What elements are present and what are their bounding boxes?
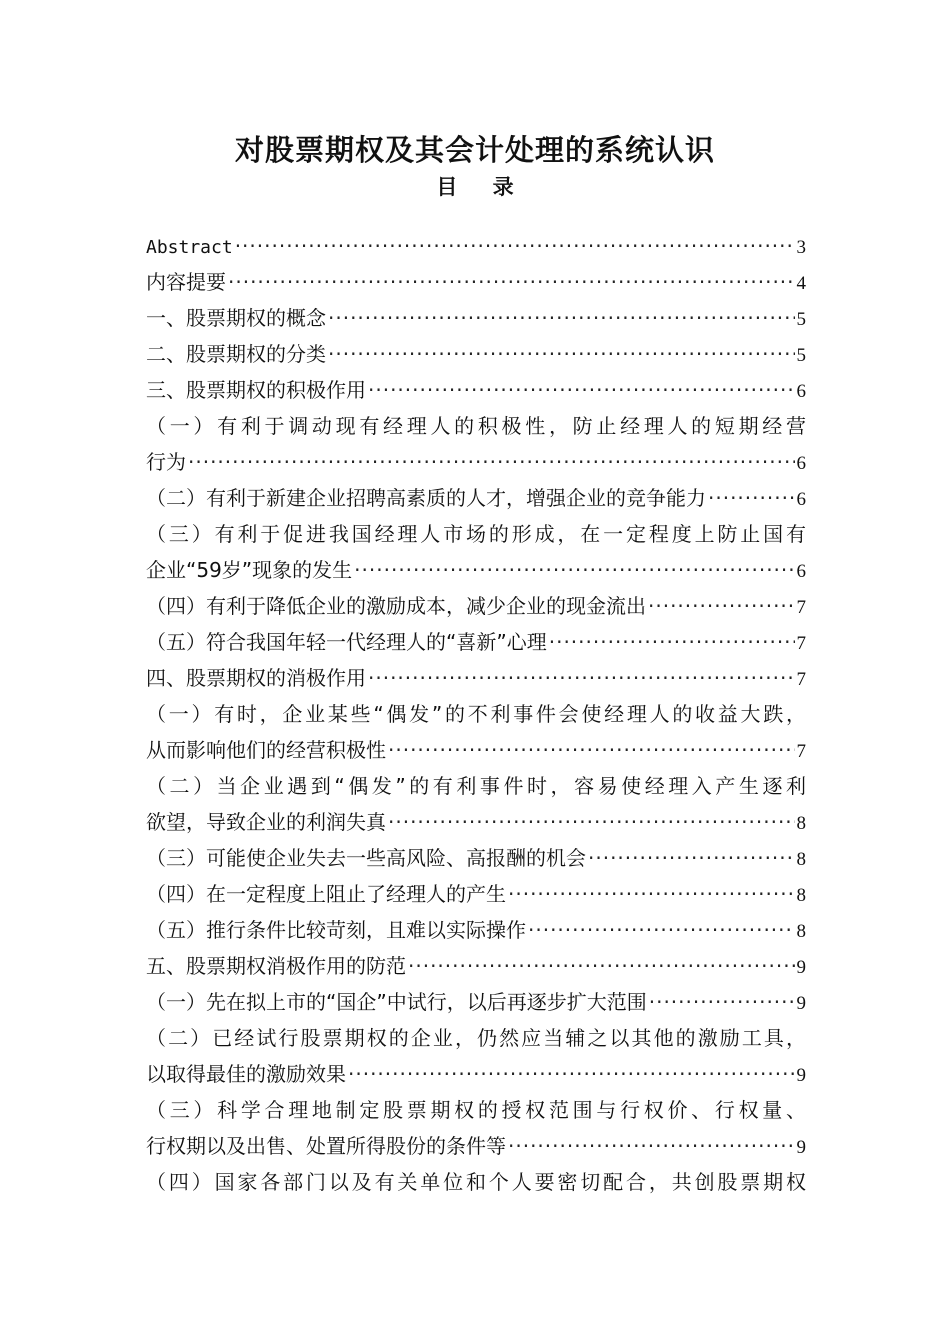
toc-entry-text: （五）推行条件比较苛刻，且难以实际操作 xyxy=(146,918,526,942)
toc-entry-text: 五、股票期权消极作用的防范 xyxy=(146,954,406,978)
toc-dot-leader xyxy=(328,300,795,336)
toc-entry[interactable] xyxy=(146,732,806,768)
toc-page-number: 7 xyxy=(796,669,806,690)
toc-page-number: 9 xyxy=(796,993,806,1014)
toc-page-number: 6 xyxy=(796,489,806,510)
toc-entry[interactable] xyxy=(146,768,806,804)
toc-entry-text: （三）科学合理地制定股票期权的授权范围与行权价、行权量、 xyxy=(146,1098,806,1122)
toc-entry-text: （二）已经试行股票期权的企业，仍然应当辅之以其他的激励工具， xyxy=(146,1026,806,1050)
toc-page-number: 9 xyxy=(796,1065,806,1086)
toc-page-number: 5 xyxy=(796,345,806,366)
toc-dot-leader xyxy=(368,660,795,696)
toc-entry[interactable] xyxy=(146,372,806,408)
toc-entry[interactable] xyxy=(146,660,806,696)
toc-entry[interactable] xyxy=(146,1164,806,1200)
toc-entry-text: （三）有利于促进我国经理人市场的形成，在一定程度上防止国有 xyxy=(146,522,806,546)
toc-dot-leader xyxy=(588,840,795,876)
toc-page-number: 4 xyxy=(796,273,806,294)
toc-entry-text: 行权期以及出售、处置所得股份的条件等 xyxy=(146,1134,506,1158)
toc-dot-leader xyxy=(708,480,795,516)
toc-entry-text: （三）可能使企业失去一些高风险、高报酬的机会 xyxy=(146,846,586,870)
toc-page-number: 9 xyxy=(796,1137,806,1158)
toc-entry-text: （一）有时，企业某些“偶发”的不利事件会使经理人的收益大跌， xyxy=(146,702,806,726)
toc-page-number: 6 xyxy=(796,381,806,402)
toc-entry[interactable] xyxy=(146,408,806,444)
toc-entry[interactable] xyxy=(146,228,806,264)
toc-page-number: 9 xyxy=(796,957,806,978)
toc-dot-leader xyxy=(354,552,794,588)
toc-dot-leader xyxy=(508,1128,795,1164)
toc-entry[interactable] xyxy=(146,840,806,876)
toc-entry[interactable] xyxy=(146,264,806,300)
toc-entry[interactable] xyxy=(146,804,806,840)
toc-entry[interactable] xyxy=(146,1056,806,1092)
toc-dot-leader xyxy=(188,444,795,480)
toc-dot-leader xyxy=(508,876,795,912)
toc-page-number: 3 xyxy=(796,237,806,258)
toc-page-number: 6 xyxy=(796,453,806,474)
toc-entry[interactable] xyxy=(146,1128,806,1164)
toc-page-number: 8 xyxy=(796,885,806,906)
toc-entry[interactable] xyxy=(146,912,806,948)
toc-dot-leader xyxy=(649,984,795,1020)
toc-entry[interactable] xyxy=(146,624,806,660)
toc-page-number: 5 xyxy=(796,309,806,330)
toc-dot-leader xyxy=(549,624,795,660)
toc-page-number: 7 xyxy=(796,597,806,618)
toc-entry-text: 内容提要 xyxy=(146,270,226,294)
toc-page-number: 8 xyxy=(796,813,806,834)
table-of-contents xyxy=(146,228,806,1200)
toc-dot-leader xyxy=(348,1056,795,1092)
toc-entry[interactable] xyxy=(146,876,806,912)
toc-heading: 目 录 xyxy=(436,175,528,199)
toc-dot-leader xyxy=(528,912,795,948)
toc-entry-text: （一）有利于调动现有经理人的积极性，防止经理人的短期经营 xyxy=(146,414,806,438)
toc-entry-text: （二）有利于新建企业招聘高素质的人才，增强企业的竞争能力 xyxy=(146,486,706,510)
toc-dot-leader xyxy=(368,372,795,408)
toc-entry-text: 以取得最佳的激励效果 xyxy=(146,1062,346,1086)
toc-page-number: 7 xyxy=(796,741,806,762)
toc-entry-text: 从而影响他们的经营积极性 xyxy=(146,738,386,762)
toc-entry[interactable] xyxy=(146,948,806,984)
toc-entry-text: （二）当企业遇到“偶发”的有利事件时，容易使经理入产生逐利 xyxy=(146,774,806,798)
toc-entry[interactable] xyxy=(146,336,806,372)
toc-entry[interactable] xyxy=(146,696,806,732)
toc-entry[interactable] xyxy=(146,588,806,624)
toc-entry[interactable] xyxy=(146,444,806,480)
toc-entry-text: （一）先在拟上市的“国企”中试行，以后再逐步扩大范围 xyxy=(146,990,647,1014)
toc-entry-text: （五）符合我国年轻一代经理人的“喜新”心理 xyxy=(146,630,547,654)
toc-dot-leader xyxy=(648,588,795,624)
toc-entry-text: 企业“59岁”现象的发生 xyxy=(146,558,353,582)
toc-entry[interactable] xyxy=(146,552,806,588)
toc-dot-leader xyxy=(235,228,795,264)
toc-page-number: 8 xyxy=(796,849,806,870)
toc-entry[interactable] xyxy=(146,300,806,336)
toc-entry-text: （四）国家各部门以及有关单位和个人要密切配合，共创股票期权 xyxy=(146,1170,806,1194)
toc-entry-text: 三、股票期权的积极作用 xyxy=(146,378,366,402)
toc-entry-text: 四、股票期权的消极作用 xyxy=(146,666,366,690)
toc-page-number: 7 xyxy=(796,633,806,654)
toc-entry[interactable] xyxy=(146,1020,806,1056)
document-title: 对股票期权及其会计处理的系统认识 xyxy=(234,133,715,167)
toc-entry-text: 一、股票期权的概念 xyxy=(146,306,326,330)
toc-entry[interactable] xyxy=(146,480,806,516)
toc-entry[interactable] xyxy=(146,516,806,552)
toc-entry-text: 行为 xyxy=(146,450,186,474)
toc-entry[interactable] xyxy=(146,1092,806,1128)
toc-entry-text: （四）有利于降低企业的激励成本，减少企业的现金流出 xyxy=(146,594,646,618)
toc-dot-leader xyxy=(388,732,795,768)
toc-dot-leader xyxy=(388,804,795,840)
toc-entry[interactable] xyxy=(146,984,806,1020)
toc-entry-text: Abstract xyxy=(146,237,233,258)
toc-dot-leader xyxy=(408,948,795,984)
toc-entry-text: 二、股票期权的分类 xyxy=(146,342,326,366)
toc-entry-text: 欲望，导致企业的利润失真 xyxy=(146,810,386,834)
toc-entry-text: （四）在一定程度上阻止了经理人的产生 xyxy=(146,882,506,906)
toc-page-number: 6 xyxy=(796,561,806,582)
toc-page-number: 8 xyxy=(796,921,806,942)
toc-dot-leader xyxy=(328,336,795,372)
toc-dot-leader xyxy=(228,264,795,300)
